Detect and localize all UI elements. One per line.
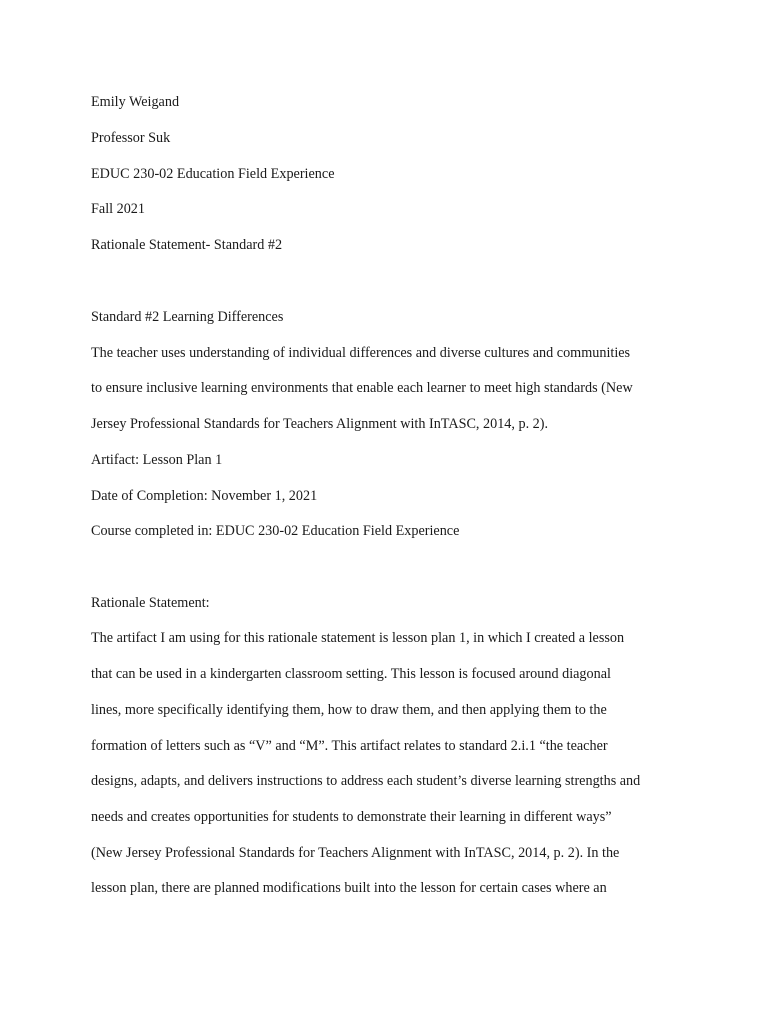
- artifact-line: Artifact: Lesson Plan 1: [91, 452, 223, 468]
- rationale-paragraph-line: The artifact I am using for this rationale statement is lesson plan 1, in which I created a lesson: [91, 630, 625, 646]
- professor-name: Professor Suk: [91, 130, 171, 146]
- rationale-paragraph-line: designs, adapts, and delivers instructions to address each student’s diverse learning strengths and: [91, 773, 641, 789]
- rationale-paragraph-line: (New Jersey Professional Standards for Teachers Alignment with InTASC, 2014, p. 2). In the: [91, 845, 620, 861]
- standard-heading: Standard #2 Learning Differences: [91, 309, 284, 325]
- date-of-completion-line: Date of Completion: November 1, 2021: [91, 488, 318, 504]
- term: Fall 2021: [91, 201, 145, 217]
- rationale-paragraph-line: lesson plan, there are planned modifications built into the lesson for certain cases where an: [91, 880, 607, 896]
- rationale-paragraph-line: lines, more specifically identifying them, how to draw them, and then applying them to the: [91, 702, 607, 718]
- course-name: EDUC 230-02 Education Field Experience: [91, 166, 335, 182]
- rationale-paragraph-line: formation of letters such as “V” and “M”. This artifact relates to standard 2.i.1 “the teacher: [91, 738, 608, 754]
- course-completed-line: Course completed in: EDUC 230-02 Education Field Experience: [91, 523, 460, 539]
- standard-description-line: The teacher uses understanding of individual differences and diverse cultures and communities: [91, 345, 631, 361]
- document-title: Rationale Statement- Standard #2: [91, 237, 283, 253]
- rationale-paragraph-line: that can be used in a kindergarten classroom setting. This lesson is focused around diagonal: [91, 666, 611, 682]
- author-name: Emily Weigand: [91, 94, 180, 110]
- standard-description-line: Jersey Professional Standards for Teachers Alignment with InTASC, 2014, p. 2).: [91, 416, 549, 432]
- rationale-heading: Rationale Statement:: [91, 595, 210, 611]
- standard-description-line: to ensure inclusive learning environments that enable each learner to meet high standards (New: [91, 380, 633, 396]
- rationale-paragraph-line: needs and creates opportunities for students to demonstrate their learning in different ways”: [91, 809, 612, 825]
